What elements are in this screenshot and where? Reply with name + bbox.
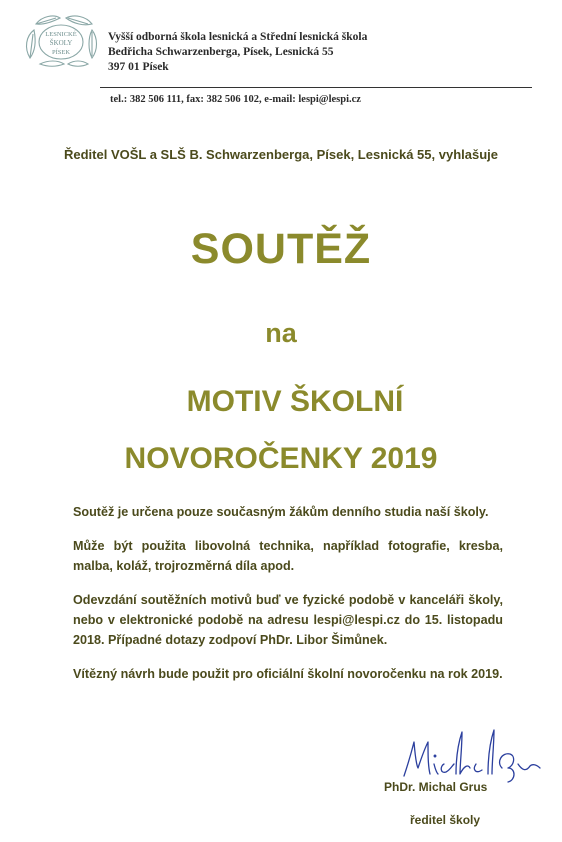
- intro-line: Ředitel VOŠL a SLŠ B. Schwarzenberga, Písek, Lesnická 55, vyhlašuje: [63, 147, 498, 162]
- school-name: Vyšší odborná škola lesnická a Střední lesnická škola: [108, 31, 368, 43]
- signatory-name: PhDr. Michal Grus: [384, 780, 488, 794]
- header-divider: [100, 87, 532, 88]
- paragraph-eligibility: Soutěž je určena pouze současným žákům denního studia naší školy.: [73, 505, 489, 519]
- logo-text-1: LESNICKÉ: [45, 31, 77, 38]
- page-title: SOUTĚŽ: [190, 225, 372, 273]
- letterhead: [108, 30, 367, 75]
- school-postcode: 397 01 Písek: [108, 61, 169, 73]
- logo-text-2: ŠKOLY: [49, 39, 73, 47]
- body-text: [73, 502, 503, 698]
- paragraph-winner: Vítězný návrh bude použit pro oficiální školní novoročenku na rok 2019.: [73, 667, 503, 681]
- signatory-role: ředitel školy: [410, 813, 481, 827]
- motiv-line-2: NOVOROČENKY 2019: [124, 442, 438, 475]
- subtitle: na: [265, 318, 297, 348]
- school-address: Bedřicha Schwarzenberga, Písek, Lesnická 55: [108, 46, 334, 58]
- handwritten-signature: [398, 724, 548, 786]
- paragraph-submission: Odevzdání soutěžních motivů buď ve fyzické podobě v kanceláři školy, nebo v elektronické podobě na adresu lespi@lespi.cz do 15. listopadu 2018. Případné dotazy zodpoví PhDr. Libor Šimůnek.: [73, 593, 503, 647]
- motiv-line-1: MOTIV ŠKOLNÍ: [186, 385, 404, 418]
- contact-line: tel.: 382 506 111, fax: 382 506 102, e-mail: lespi@lespi.cz: [110, 94, 361, 105]
- school-logo: [22, 12, 100, 68]
- paragraph-technique: Může být použita libovolná technika, například fotografie, kresba, malba, koláž, trojrozměrná díla apod.: [73, 539, 503, 573]
- logo-text-3: PÍSEK: [51, 49, 71, 56]
